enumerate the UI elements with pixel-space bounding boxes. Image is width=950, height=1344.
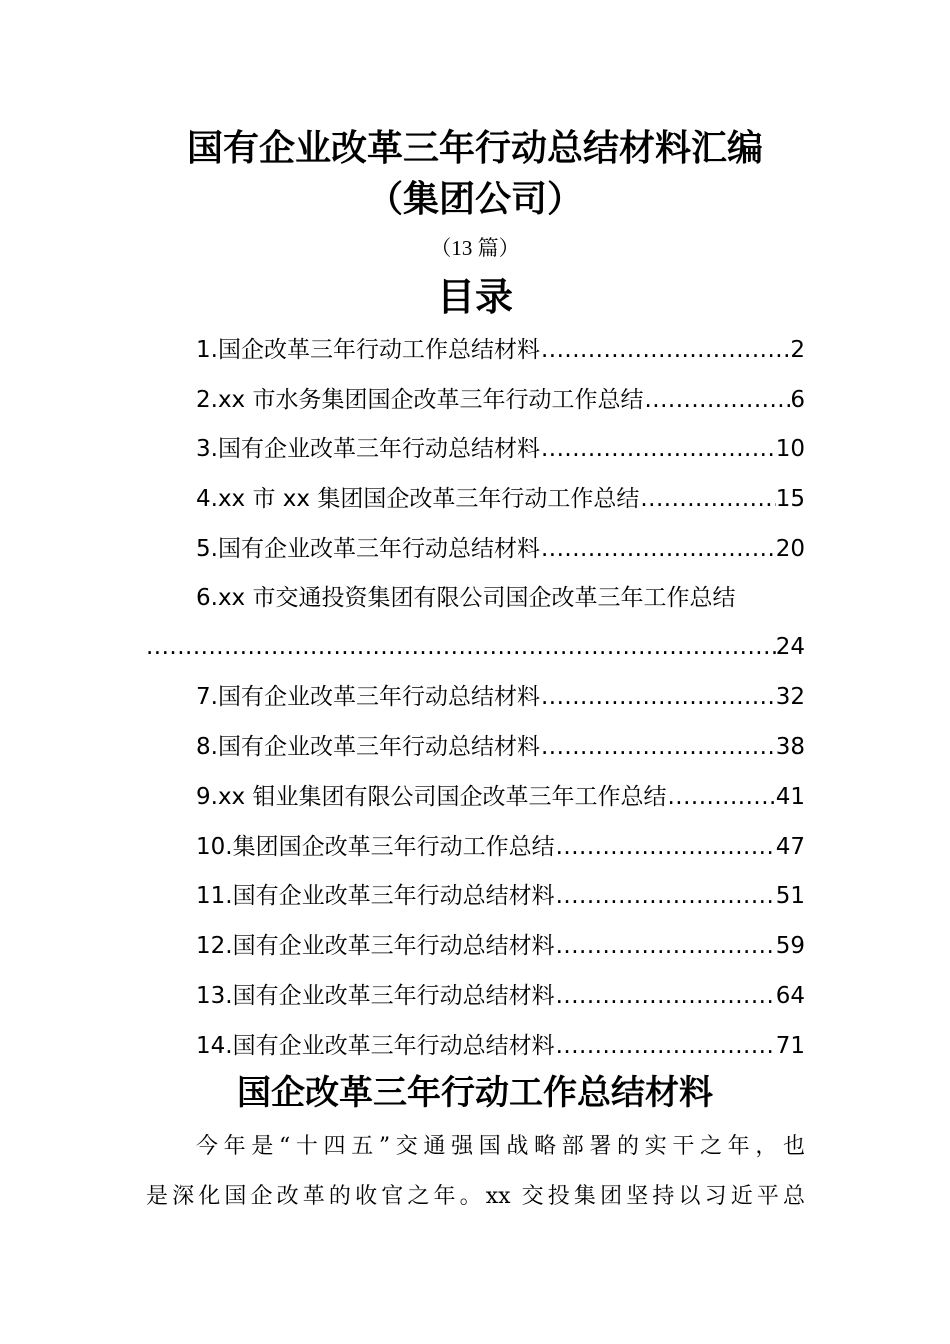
toc-entry-2[interactable]: [196, 383, 805, 417]
toc-entry-8[interactable]: [196, 730, 805, 764]
toc-entry-label: 12.国有企业改革三年行动总结材料: [196, 933, 555, 959]
toc-entry-4[interactable]: [196, 482, 805, 516]
toc-entry-page: 59: [775, 933, 805, 959]
toc-entry-14[interactable]: [196, 1029, 805, 1063]
toc-entry-page: 38: [775, 734, 805, 760]
toc-leader-dots: [555, 879, 776, 913]
toc-leader-dots: [555, 979, 776, 1013]
toc-entry-12[interactable]: [196, 929, 805, 963]
document-title: 国有企业改革三年行动总结材料汇编: [186, 127, 763, 169]
toc-leader-dots: [555, 929, 776, 963]
toc-entry-9[interactable]: [196, 780, 805, 814]
toc-entry-label: 7.国有企业改革三年行动总结材料: [196, 684, 540, 710]
toc-entry-page: 15: [775, 486, 805, 512]
toc-entry-3[interactable]: [196, 432, 805, 466]
toc-entry-label: 2.xx 市水务集团国企改革三年行动工作总结: [196, 387, 644, 413]
toc-entry-7[interactable]: [196, 680, 805, 714]
toc-entry-label: 3.国有企业改革三年行动总结材料: [196, 436, 540, 462]
toc-entry-label: 5.国有企业改革三年行动总结材料: [196, 536, 540, 562]
toc-entry-label: 1.国企改革三年行动工作总结材料: [196, 337, 540, 363]
toc-entry-label: 9.xx 钼业集团有限公司国企改革三年工作总结: [196, 784, 667, 810]
body-paragraph-line: 是深化国企改革的收官之年。xx 交投集团坚持以习近平总: [146, 1184, 805, 1209]
toc-entry-label: 8.国有企业改革三年行动总结材料: [196, 734, 540, 760]
toc-entry-page: 71: [775, 1033, 805, 1059]
toc-entry-page: 6: [790, 387, 805, 413]
toc-entry-label: 4.xx 市 xx 集团国企改革三年行动工作总结: [196, 486, 640, 512]
toc-entry-6[interactable]: [196, 581, 805, 615]
toc-entry-page: 32: [775, 684, 805, 710]
toc-entry-page: 64: [775, 983, 805, 1009]
toc-entry-6-continuation[interactable]: [146, 630, 805, 664]
toc-entry-label: 14.国有企业改革三年行动总结材料: [196, 1033, 555, 1059]
toc-leader-dots: [643, 383, 790, 417]
toc-leader-dots: [540, 680, 776, 714]
toc-heading: 目录: [436, 274, 513, 319]
toc-leader-dots: [555, 1029, 776, 1063]
toc-leader-dots: [146, 630, 776, 664]
toc-entry-label: 6.xx 市交通投资集团有限公司国企改革三年工作总结: [196, 585, 736, 611]
toc-entry-1[interactable]: [196, 333, 805, 367]
toc-entry-13[interactable]: [196, 979, 805, 1013]
toc-entry-page: 10: [775, 436, 805, 462]
toc-entry-5[interactable]: [196, 532, 805, 566]
toc-entry-label: 10.集团国企改革三年行动工作总结: [196, 834, 555, 860]
toc-leader-dots: [540, 532, 776, 566]
toc-entry-page: 41: [775, 784, 805, 810]
toc-entry-page: 47: [775, 834, 805, 860]
toc-entry-11[interactable]: [196, 879, 805, 913]
toc-leader-dots: [540, 333, 790, 367]
document-subtitle: （集团公司）: [366, 178, 583, 220]
article-title: 国企改革三年行动工作总结材料: [237, 1073, 713, 1113]
toc-entry-page: 20: [775, 536, 805, 562]
toc-leader-dots: [666, 780, 775, 814]
toc-entry-10[interactable]: [196, 830, 805, 864]
toc-entry-label: 13.国有企业改革三年行动总结材料: [196, 983, 555, 1009]
toc-entry-label: 11.国有企业改革三年行动总结材料: [196, 883, 555, 909]
toc-leader-dots: [639, 482, 775, 516]
body-paragraph-line: 今年是“十四五”交通强国战略部署的实干之年，也: [196, 1134, 805, 1159]
toc-entry-page: 51: [775, 883, 805, 909]
toc-leader-dots: [540, 432, 776, 466]
toc-leader-dots: [540, 730, 776, 764]
toc-entry-page: 24: [775, 634, 805, 660]
toc-entry-page: 2: [790, 337, 805, 363]
toc-leader-dots: [555, 830, 776, 864]
article-count: （13 篇）: [430, 236, 520, 260]
